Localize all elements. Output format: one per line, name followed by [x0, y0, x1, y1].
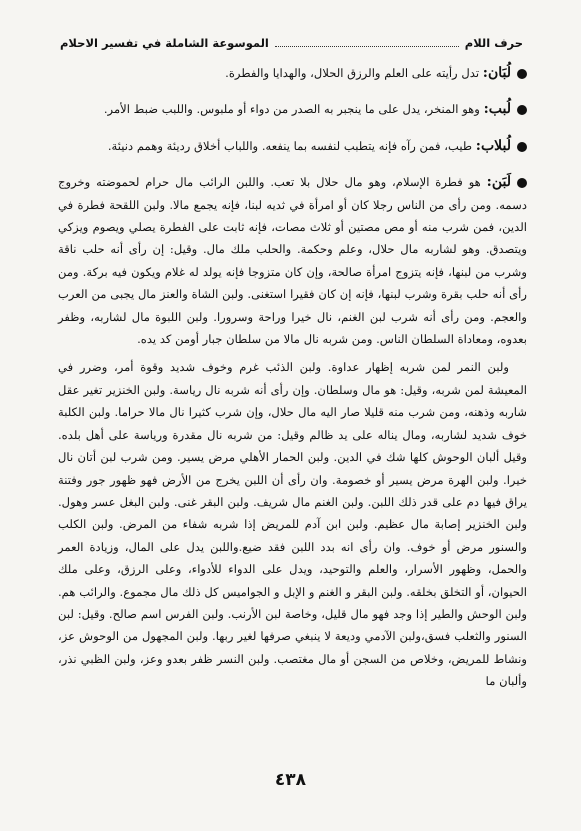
entry-text: هو فطرة الإسلام، وهو مال حلال بلا تعب. واللبن الرائب مال حرام لحموضته وخروج دسمه. ومن رأى من الناس رجلا كان أو امرأة في ثديه لبنا، فإنه يجمع مالا. ولبن اللقحة فطرة في الدين، فمن شرب منه أو مص مصتين أو ثلاث مصات، فإنه ثابت على الفطرة يصلي ويصوم ويزكي ويتصدق. وهو لشاربه مال حلال، وعلم وحكمة. والحلب ملك مال. وقيل: إن رأى أنه حلب ناقة وشرب من لبنها، فإنه يتزوج امرأة صالحة، وإن كان متزوجا فإنه يولد له غلام ويكون فيه بركة. ومن رأى أنه حلب بقرة وشرب لبنها، فإنه إن كان فقيرا استغنى. ولبن الشاة والعنز مال يجبى من العرب والعجم. ومن رأى أنه شرب لبن الغنم، نال خيرا وراحة وسرورا. ولبن اللبوة مال لشاربه، وظفر بعدوه، ومعاداة السلطان الناس. ومن شربه نال مالا من سلطان جبار أومن كد يده. — [58, 175, 527, 347]
header-section-title: حرف اللام — [464, 36, 523, 50]
page-body — [58, 62, 527, 693]
entry-term: لُبَان: — [482, 65, 511, 81]
entry-term: لُبب: — [483, 101, 511, 118]
dictionary-entry — [58, 135, 527, 157]
bullet-icon — [517, 142, 527, 152]
bullet-icon — [517, 178, 527, 188]
entry-text: طيب، فمن رآه فإنه يتطبب لنفسه بما ينفعه. واللباب أخلاق رديئة وهمم دنيئة. — [107, 138, 473, 153]
dictionary-entry — [58, 98, 527, 120]
entry-term: لَبَن: — [486, 174, 511, 191]
header-book-title: الموسوعة الشاملة في تفسير الاحلام — [60, 36, 269, 50]
running-header — [60, 32, 523, 50]
bullet-icon — [517, 69, 527, 79]
body-paragraph: ولبن النمر لمن شربه إظهار عداوة. ولبن الذئب غرم وخوف شديد وقوة أمر، وضرر في المعيشة لمن شربه، وقيل: هو مال وسلطان. وإن رأى أنه شربه نال رياسة. ولبن الخنزير تغير عقل شاربه وذهنه، ومن شرب منه قليلا صار اليه مال حلال، وإن شرب كثيرا نال مالا حراما. ولبن الكلبة خوف شديد لشاربه، ومال يناله على يد ظالم وقيل: من شربه نال مقدرة ورياسة على أهل بلده. وقيل ألبان الوحوش كلها شك في الدين. ولبن الحمار الأهلي مرض يسير. ومن شرب لبن أتان نال خيرا. ولبن الهرة مرض يسير أو خصومة. وان رأى أن اللبن يخرج من الأرض فهو ظهور جور وفتنة يراق فيها دم على قدر ذلك اللبن. ولبن الغنم مال شريف. ولبن البقر غنى. ولبن البغل عسر وهول. ولبن الخنزير إصابة مال عظيم. ولبن ابن آدم للمريض إذا شربه شفاء من المرض. ولبن الكلب والسنور مرض أو خوف. وان رأى انه بدد اللبن فقد ضيع.واللبن يدل على المال، وزيادة العمر والحمل، وظهور الأسرار، والعلم والتوحيد، ويدل على الدواء للأدواء، وعلى الرزق، وعلى ملك الحيوان، أو التخلق بخلقه. ولبن البقر و الغنم و الإبل و الجواميس كل ذلك مال مجموع. والرائب هم. ولبن الوحش والطير إذا وجد فهو مال قليل، وخاصة لبن الأرنب. ولبن الفرس اسم صالح. وقيل: لبن السنور والثعلب فسق،ولبن الآدمي وديعة لا ينبغي صرفها لغير ربها. ولبن المجهول من الوحوش عز، ونشاط للمريض، وخلاص من السجن أو مال مغتصب. ولبن النسر ظفر بعدو وعز، ولبن الظبي نذر، وألبان ما — [58, 360, 527, 689]
dictionary-entry — [58, 62, 527, 84]
entry-text: تدل رأيته على العلم والرزق الحلال، والهدايا والفطرة. — [225, 66, 480, 80]
header-dotted-leader — [275, 45, 459, 47]
entry-text: وهو المنخر، يدل على ما ينجبر به الصدر من دواء أو ملبوس. واللبب ضبط الأمر. — [103, 102, 480, 117]
entry-term: لُبلاب: — [475, 137, 511, 154]
page-number: ٤٣٨ — [274, 770, 307, 790]
dictionary-entry — [58, 171, 527, 350]
bullet-icon — [517, 105, 527, 115]
